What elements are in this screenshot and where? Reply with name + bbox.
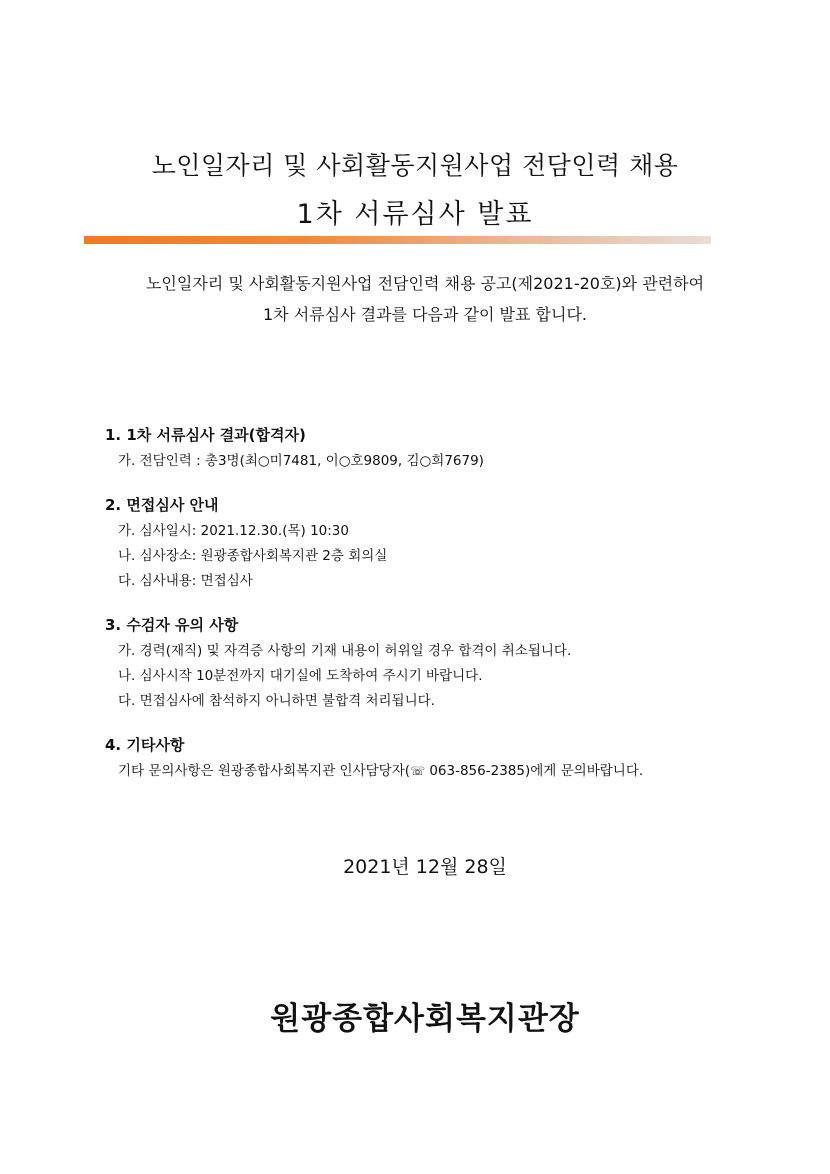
contact-line <box>105 759 795 784</box>
announcement-date: 2021년 12월 28일 <box>343 856 507 878</box>
section-interview-info <box>105 494 795 594</box>
section-heading: 3. 수검자 유의 사항 <box>105 616 239 634</box>
issuer-signature: 원광종합사회복지관장 <box>270 1001 580 1037</box>
document-subtitle: 1차 서류심사 발표 <box>296 199 534 230</box>
section-item: 가. 경력(재직) 및 자격증 사항의 기재 내용이 허위일 경우 합격이 취소됩니다. <box>118 643 572 659</box>
section-item: 나. 심사시작 10분전까지 대기실에 도착하여 주시기 바랍니다. <box>118 668 483 684</box>
section-item: 가. 심사일시: 2021.12.30.(목) 10:30 <box>118 523 349 539</box>
announcement-sections <box>105 424 795 804</box>
document-title: 노인일자리 및 사회활동지원사업 전담인력 채용 <box>151 151 679 180</box>
section-heading: 4. 기타사항 <box>105 736 185 754</box>
phone-icon: ☏ <box>410 764 426 778</box>
intro-paragraph <box>0 268 830 330</box>
section-candidate-notes <box>105 614 795 714</box>
section-item: 다. 심사내용: 면접심사 <box>118 573 253 589</box>
section-document-review-result <box>105 424 795 474</box>
section-heading: 1. 1차 서류심사 결과(합격자) <box>105 426 306 444</box>
title-accent-bar <box>84 236 711 244</box>
contact-prefix: 기타 문의사항은 원광종합사회복지관 인사담당자( <box>118 763 411 779</box>
intro-line-2: 1차 서류심사 결과를 다음과 같이 발표 합니다. <box>263 305 587 324</box>
section-item: 다. 면접심사에 참석하지 아니하면 불합격 처리됩니다. <box>118 693 435 709</box>
section-item: 가. 전담인력 : 총3명(최○미7481, 이○호9809, 김○희7679) <box>118 453 484 469</box>
section-item: 나. 심사장소: 원광종합사회복지관 2층 회의실 <box>118 548 388 564</box>
section-heading: 2. 면접심사 안내 <box>105 496 219 514</box>
section-other-matters <box>105 734 795 784</box>
intro-line-1: 노인일자리 및 사회활동지원사업 전담인력 채용 공고(제2021-20호)와 관련하여 <box>145 274 705 293</box>
contact-phone: 063-856-2385 <box>425 763 525 779</box>
contact-suffix: )에게 문의바랍니다. <box>524 763 644 779</box>
